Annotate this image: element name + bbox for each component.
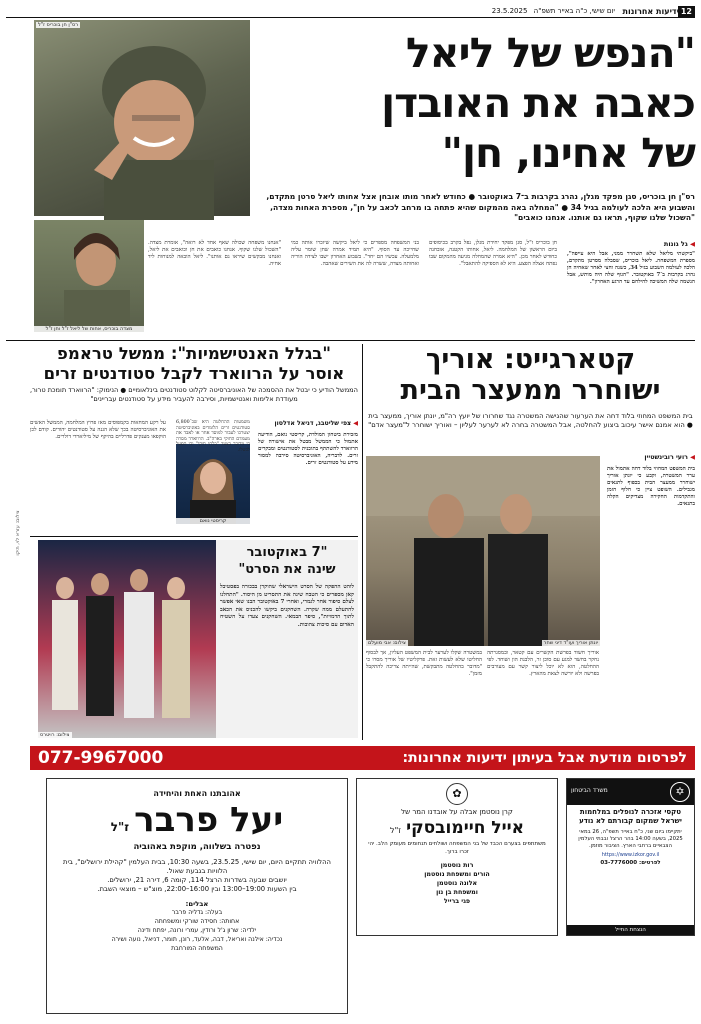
top-subhead: רס"ן חן בוכריס, סגן מפקד מגלן, נהרג בקרבות ב־7 באוקטובר ● כחודש לאחר מותו אובחן אצל אחותו ליאל סרטן מתקדם, והשבוע היא הלכה לעולמה בגיל 34 ● "המחלה באה מהמקום שהיא פתחה בו מרחב לכאב על חן", מספרת האחות מצדה, "השכול שלנו שקוף, תראו גם אותנו. אנחנו כואבים" [266, 192, 695, 222]
ad-bar-phone: 077-9967000 [38, 748, 164, 768]
headline-line-2: כאבה את האובדן [381, 79, 695, 127]
main-subtitle: נפטרה בשלווה, מוקפת באהוביה [133, 842, 261, 852]
ministry-link[interactable]: https://www.izkor.gov.il [601, 852, 660, 858]
main-hours: בין השעות 19:00–13:00 ובין 16:00–22:00, מוצ"ש – מוצאי השבת. [97, 885, 297, 893]
inset-caption: מצדה בוכריס, אחות של ליאל ז"ל וחן ז"ל [34, 326, 144, 332]
ministry-emblem-icon: ✡ [670, 782, 690, 802]
page-header [6, 6, 695, 18]
ministry-body: יתקיימו ביום שני, כ"ח באייר תשפ"ה, 26 במאי 2025, בשעה 14:00 בהר הרצל ובבתי העלמין הצבאיים ברחבי הארץ. הציבור מוזמן. [578, 829, 683, 849]
qatargate-subhead: בית המשפט המחוזי בלוד דחה את הערעור שהגישה המשטרה נגד שחרורו של יועץ רה"מ, יונתן אוריך, ממעצר בית ● הוא אמנם אישר עיכוב ביצוע להחלטה, אבל המשטרה בחרה לא לערער לעליון – ואוריך ישוחרר ל"מעצר אדם" [368, 412, 693, 429]
main-name-row [47, 800, 347, 840]
family-name: אייל חיימובסקי [406, 818, 524, 838]
qatargate-col-1: בית המשפט המחוזי בלוד דחה אתמול את ערר המשטרה, וקבע כי יונתן אוריך ישוחרר ממעצר הבית בכפוף לתנאים מגבילים. השופט ציין כי חלוף הזמן והתקדמות החקירה מצדיקים הקלה בתנאים. [607, 466, 695, 507]
family-heading: קרן נוסטמן אבלה על אובדנו המר של [401, 808, 513, 816]
family-signer: ומשפחת בן נון [436, 889, 478, 896]
qatargate-headline [366, 344, 695, 408]
ministry-title: טקסי אזכרה לנופלים במלחמות ישראל שמקום קבורתם לא נודע [579, 808, 682, 825]
family-body: משתתפים בצערם הכבד של בני המשפחה ושולחים תנחומים מעומק הלב. יהי זכרו ברוך. [368, 841, 546, 855]
orich-photo [366, 456, 600, 646]
red-carpet-photo [38, 540, 216, 738]
byline-marker-icon: ◀ [687, 240, 695, 248]
side-credit [8, 440, 26, 640]
cast-illustration [38, 540, 216, 738]
top-col-1: "ביקשתי מליאל שלא תשחרר ממני, אבל היא עייפה", מספרת המשפחה. ליאל בוכריס, שסבלה מסרטן מתקדם, הלכה לעולמה השבוע בגיל 34, כשנה וחצי לאחר שאחיה חן נהרג בקרבות ב־7 באוקטובר. "הגוף שלה היה מותש, אבל הנשמה שלה המשיכה להילחם עד הרגע האחרון". [567, 251, 695, 285]
notice-main [46, 778, 348, 1014]
qatargate-col-2: אוריך חשוד בפרשת הקשרים עם קטאר, ובמסגרתה נחקר בחשד למגע עם סוכן זר, הלבנת הון ושוחד. לפי ההחלטה, הוא לא יוכל ליצור קשר עם מעורבים בפרשה ולא יורשה לצאת מהארץ. [487, 650, 599, 677]
main-name: יעל פרבר [134, 800, 284, 840]
divider-1 [6, 340, 695, 341]
family-signer: אלונה נוסטמן [436, 880, 478, 887]
harvard-headline-line-1: "בגלל האנטישמיות": ממשל טראמפ [57, 344, 331, 363]
notice-family [356, 778, 558, 936]
top-story-body [148, 240, 695, 336]
headline-line-3: של אחינו, חן" [441, 129, 695, 177]
date-hebrew: יום שישי, כ"ה באייר תשפ"ה [533, 7, 615, 15]
headline-line-1: "הנפש של ליאל [405, 29, 695, 77]
qatargate-byline-text: רועי רובינשטיין [644, 454, 688, 461]
top-col-3: בני המשפחה מספרים כי ליאל ביקשה שיזכרו אותה כמי שחייכה עד הסוף. "היא תמיד אמרה שחן שומר עליה מלמעלה. עכשיו הם יחד". בשבוע האחרון ישבו לצידה הוריה ואחותה מצדה, ששרה לה את השירים שאהבה. [291, 240, 419, 267]
byline-top-text: גל גונות [663, 240, 688, 248]
family-signers [357, 861, 557, 906]
family-signer: רות נוסטמן [440, 862, 474, 869]
noem-illustration [176, 444, 250, 524]
header-date [492, 6, 615, 17]
harvard-subhead: הממשל הודיע כי יבטל את ההסמכה של האוניברסיטה לקלוט סטודנטים בינלאומיים ● הנימוק: "הרווארד תומכת טרור, מעודדת אלימות ואנטישמיות, וסירבה להעביר מידע על סטודנטים עבריינים" [30, 386, 358, 403]
ad-bar-text: לפרסום מודעת אבל בעיתון ידיעות אחרונות: [402, 750, 687, 766]
family-signer: הורים ומשפחת נוסטמן [424, 871, 490, 878]
byline-marker-icon: ◀ [351, 420, 358, 427]
qatargate-photo-caption: יונתן אוריך ועו"ד דיגי שחר [543, 640, 598, 646]
notice-ministry [566, 778, 695, 936]
harvard-col-3: על רקע המחאות בקמפוסים מאז פרוץ המלחמה, הממשל האשים את האוניברסיטה בכך שלא הגנה על סטודנטים יהודים. קודם לכן הוקפאו מענקים פדרליים בהיקף של מיליארדי דולרים. [30, 420, 166, 440]
qatargate-photo-credit: צילום: אבי מועלם [368, 640, 406, 646]
mourner-line: נכדיה: אילנה ואריאל, דבה, אלעד, רונן, תומר, דניאל, נועה ושירה [111, 936, 283, 943]
film-headline [220, 544, 354, 580]
byline-marker-icon: ◀ [687, 454, 695, 461]
film-text: לוהט ההפקה של הסרט הישראלי שהוקרן בבכורה בפסטיבל קאן מספרים כי הטבח שינה את התסריט מן היסוד. "התחלנו לצלם סיפור אחר לגמרי, ואחרי 7 באוקטובר הבנו שאי אפשר להתעלם ממה שקרה. השחקנים ביקשו להכניס את הכאב לתוך הדמויות", סיפר הבמאי. השחקנים צעדו על השטיח האדום עם סיכות צהובות. [220, 584, 355, 628]
main-honorific: ז"ל [110, 820, 130, 834]
inset-photo [34, 220, 144, 332]
ministry-heading: משרד הביטחון [571, 787, 608, 794]
qatargate-byline [607, 454, 695, 464]
mourner-line: ילדיה: שרון ג'ל ורודין, עמרי ורונה, יפתח ודינה [137, 927, 257, 934]
harvard-headline-line-2: אוסר על הרווארד לקבל סטודנטים זרים [43, 364, 345, 383]
noem-credit: קריסטי נואם [176, 518, 250, 524]
main-shiva: יושבים שבעה בשדרות הרצל 114, קומה 6, דירה 21, ירושלים. [107, 876, 287, 884]
film-headline-line-1: "7 באוקטובר [246, 545, 328, 560]
top-col-2: חן בוכריס ז"ל, סגן מפקד יחידת מגלן, נפל בקרב בכיסופים ביום הראשון של המלחמה. ליאל, אחותו הקטנה, אובחנה כחודש לאחר מכן. "היא אמרה שהמחלה מגיעה מהמקום שבו נפתח אצלה הפצע. היא לא הספיקה להתאבל". [429, 240, 557, 267]
family-emblem-icon: ✿ [446, 783, 468, 805]
date-gregorian: 23.5.2025 [491, 7, 528, 15]
film-story [38, 540, 358, 738]
soldier-illustration [34, 20, 250, 216]
main-mourners-label: אבלים: [185, 900, 209, 908]
ministry-footer: הנצחת החייל [567, 925, 694, 935]
main-funeral: ההלוויה תתקיים היום, יום שישי, 23.5.25, בשעה 10:30, בבית העלמין "קהילת ירושלים", בית הלוויות בגבעת שאול. [63, 858, 331, 875]
mourner-line: אחותה: חסידה שורקי ומשפחתה [154, 918, 240, 925]
qatargate-headline-line-2: ישוחרר ממעצר הבית [400, 375, 661, 406]
top-col-4: "אנחנו משפחה שכולה שאף אחד לא רואה", אומרת מצדה. "השכול שלנו שקוף. אנחנו כואבים את חן וכואבים את ליאל, ואנחנו מבקשים שיראו גם אותנו". ליאל הובאה למנוחות ליד אחיה. [148, 240, 281, 267]
family-honorific: ז"ל [390, 826, 402, 835]
ministry-contact: לפרטים: 03-7776000 [600, 860, 661, 866]
mourner-line: בעלה: גדליה פרבר [171, 909, 223, 916]
chen-photo [34, 20, 250, 216]
noem-photo [176, 444, 250, 524]
photo-credit-chen: רס"ן חן בוכריס ז"ל [38, 22, 79, 28]
divider-2 [30, 536, 358, 537]
courtroom-illustration [366, 456, 600, 646]
byline-top [567, 240, 695, 250]
top-headline [256, 28, 695, 188]
mourner-line: המשפחה המורחבת [171, 945, 223, 952]
ministry-header [567, 779, 694, 805]
harvard-col-2: משמעות ההחלטה היא שכ־6,800 סטודנטים זרים הלומדים באוניברסיטה יצטרכו לעבור למוסד אחר או לאבד את מעמדם החוקי בארה"ב. הרווארד מסרה כי מדובר בצעד "בלתי חוקי" וכי תפעל לבטלו. [176, 420, 250, 453]
divider-vertical [362, 344, 363, 740]
section-name: ידיעות אחרונות [622, 7, 679, 16]
page-number: 12 [678, 6, 695, 17]
main-mourners [47, 908, 347, 953]
harvard-col-1: מזכירת ביטחון המולדת, קריסטי נואם, הודיעה אתמול כי הממשל מבטל את אישורה של הרווארד להשתתף בתוכנית לסטודנטים ומבקרים זרים. לדבריה, האוניברסיטה סירבה למסור מידע על סטודנטים זרים. [258, 432, 358, 466]
main-heading: אהובתנו האחת והיחידה [153, 789, 241, 798]
harvard-byline-text: צפי שליטבג, דניאל אדלסון [274, 420, 352, 427]
family-name-row [357, 818, 557, 838]
top-story [6, 20, 695, 338]
qatargate-col-3: במשטרה שקלו לערער לבית המשפט העליון, אך לבסוף החליטו שלא לעשות זאת. פרקליטיו של אוריך מסרו כי "מדובר בהחלטה מתבקשת, שהייתה צריכה להתקבל מזמן". [366, 650, 482, 677]
qatargate-story [366, 344, 695, 740]
family-signer: פגי ברייל [443, 898, 471, 905]
harvard-headline [30, 344, 358, 384]
film-photo-credit: צילום: רויטרס [40, 732, 70, 738]
ad-bar [30, 746, 695, 770]
side-credit-text: צילום: עזרא לוי, תיקו [15, 510, 21, 556]
qatargate-headline-line-1: קטארגייט: אוריך [425, 344, 636, 375]
harvard-byline [258, 420, 358, 430]
harvard-story [30, 344, 358, 536]
woman-illustration [34, 220, 144, 332]
film-headline-line-2: שינה את הסרט" [238, 562, 336, 577]
